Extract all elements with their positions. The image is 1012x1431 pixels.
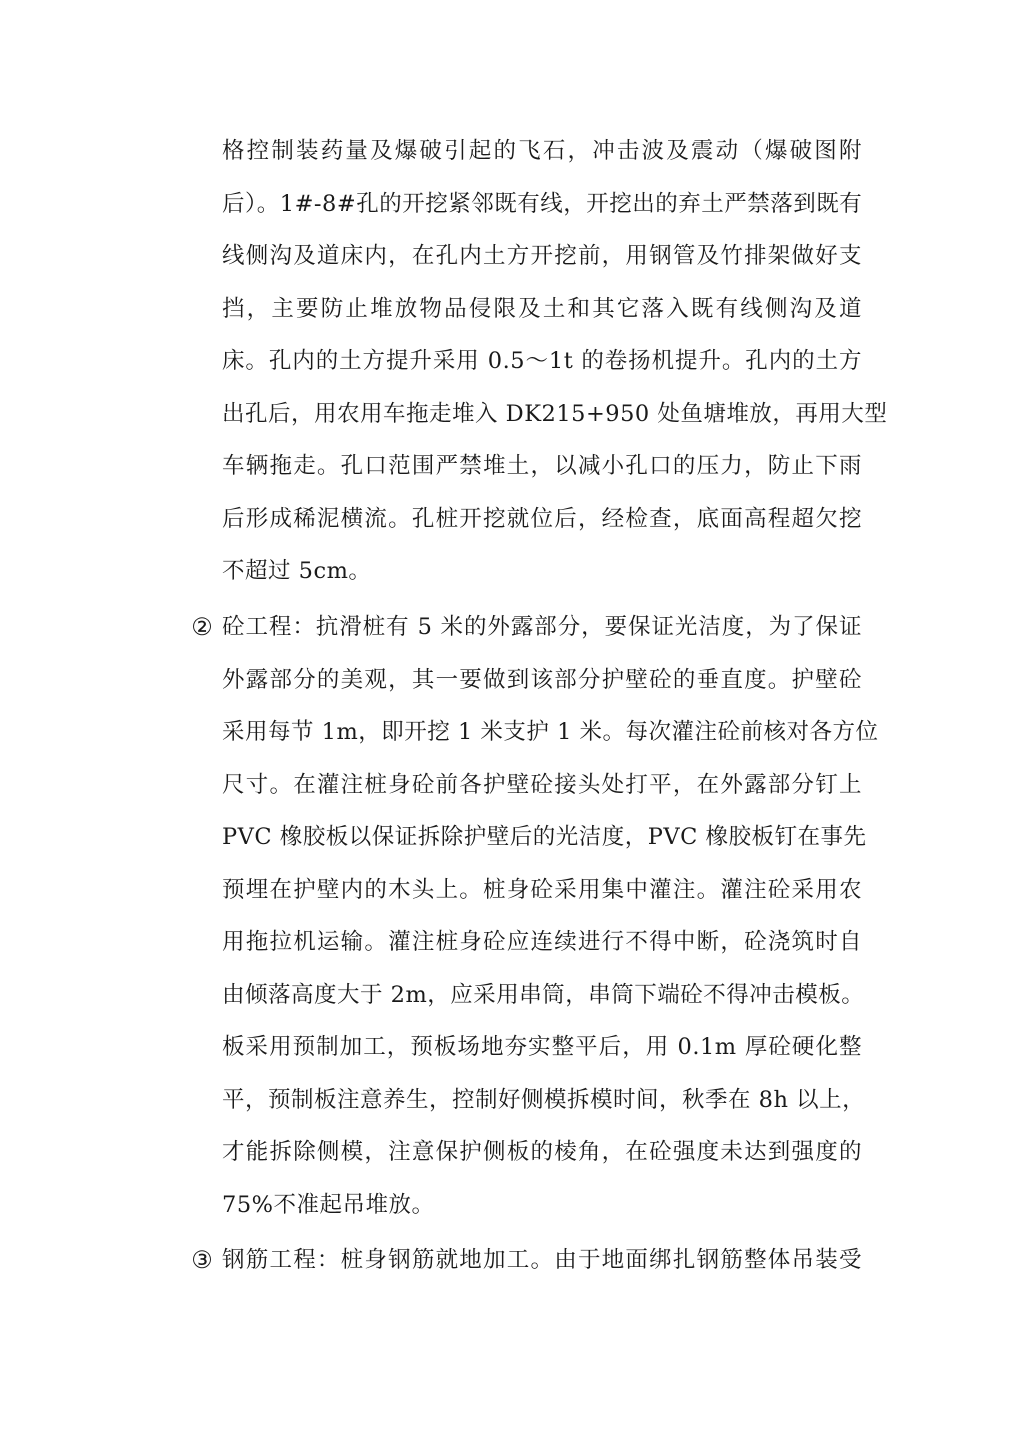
text-line: 格控制装药量及爆破引起的飞石，冲击波及震动（爆破图附 [222, 138, 862, 164]
text-line: 尺寸。在灌注桩身砼前各护壁砼接头处打平，在外露部分钉上 [222, 772, 862, 798]
text-line: 砼工程：抗滑桩有 5 米的外露部分，要保证光洁度，为了保证 [222, 614, 862, 640]
text-line: 板采用预制加工，预板场地夯实整平后，用 0.1m 厚砼硬化整 [222, 1034, 862, 1060]
text-line: 由倾落高度大于 2m，应采用串筒，串筒下端砼不得冲击模板。 [222, 982, 865, 1008]
text-line: 床。孔内的土方提升采用 0.5～1t 的卷扬机提升。孔内的土方 [222, 348, 862, 374]
text-line: PVC 橡胶板以保证拆除护壁后的光洁度，PVC 橡胶板钉在事先 [222, 824, 867, 850]
text-line: 后形成稀泥横流。孔桩开挖就位后，经检查，底面高程超欠挖 [222, 506, 862, 532]
text-line: 外露部分的美观，其一要做到该部分护壁砼的垂直度。护壁砼 [222, 667, 862, 693]
list-marker-2: ② [191, 613, 213, 641]
text-line: 才能拆除侧模，注意保护侧板的棱角，在砼强度未达到强度的 [222, 1139, 862, 1165]
text-line: 不超过 5cm。 [222, 558, 372, 584]
text-line: 线侧沟及道床内，在孔内土方开挖前，用钢管及竹排架做好支 [222, 243, 862, 269]
text-line: 75%不准起吊堆放。 [222, 1192, 435, 1218]
text-line: 预埋在护壁内的木头上。桩身砼采用集中灌注。灌注砼采用农 [222, 877, 862, 903]
text-line: 车辆拖走。孔口范围严禁堆土，以减小孔口的压力，防止下雨 [222, 453, 862, 479]
list-marker-3: ③ [191, 1246, 213, 1274]
text-line: 后）。1#-8#孔的开挖紧邻既有线，开挖出的弃土严禁落到既有 [222, 191, 863, 217]
text-line: 平，预制板注意养生，控制好侧模拆模时间，秋季在 8h 以上， [222, 1087, 866, 1113]
text-line: 钢筋工程：桩身钢筋就地加工。由于地面绑扎钢筋整体吊装受 [222, 1247, 862, 1273]
text-line: 用拖拉机运输。灌注桩身砼应连续进行不得中断，砼浇筑时自 [222, 929, 862, 955]
text-line: 出孔后，用农用车拖走堆入 DK215+950 处鱼塘堆放，再用大型 [222, 401, 888, 427]
text-line: 挡，主要防止堆放物品侵限及土和其它落入既有线侧沟及道 [222, 296, 862, 322]
text-line: 采用每节 1m，即开挖 1 米支护 1 米。每次灌注砼前核对各方位 [222, 719, 879, 745]
